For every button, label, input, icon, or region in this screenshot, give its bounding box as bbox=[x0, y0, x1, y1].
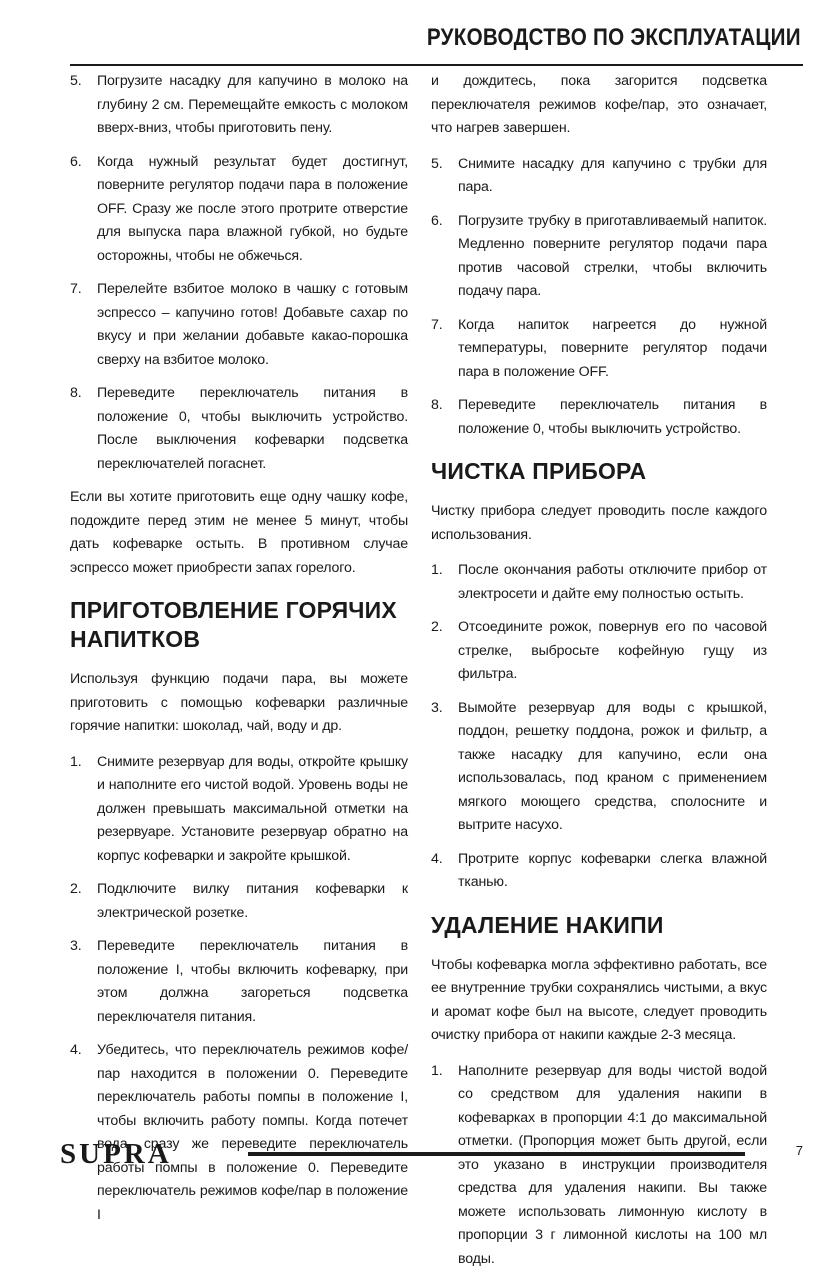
step-number: 1. bbox=[431, 1062, 443, 1079]
list-item bbox=[431, 848, 767, 895]
descaling-intro: Чтобы кофеварка могла эффективно работать, все ее внутренние трубки сохранялись чистыми, а вкус и аромат кофе был на высоте, следует проводить очистку прибора от накипи каждые 2-3 месяца. bbox=[431, 956, 767, 1043]
list-item bbox=[70, 751, 408, 869]
list-item bbox=[431, 559, 767, 606]
right-column bbox=[431, 70, 767, 1281]
list-item bbox=[70, 278, 408, 372]
step-number: 5. bbox=[70, 73, 82, 89]
step-number: 1. bbox=[431, 562, 443, 578]
list-item bbox=[431, 210, 767, 304]
hot-drinks-intro: Используя функцию подачи пара, вы можете приготовить с помощью кофеварки различные горячие напитки: шоколад, чай, воду и др. bbox=[70, 671, 408, 734]
list-item bbox=[431, 1060, 767, 1272]
page-number: 7 bbox=[795, 1143, 803, 1158]
step-text: Отсоедините рожок, повернув его по часовой стрелке, выбросьте кофейную гущу из фильтра. bbox=[458, 619, 767, 682]
step-text: Переведите переключатель питания в положение 0, чтобы выключить устройство. После выключения кофеварки подсветка переключателей погаснет. bbox=[97, 385, 408, 472]
step-number: 2. bbox=[70, 881, 82, 897]
step-number: 7. bbox=[431, 316, 443, 333]
section-heading-hot-drinks: ПРИГОТОВЛЕНИЕ ГОРЯЧИХ НАПИТКОВ bbox=[70, 597, 397, 652]
list-item bbox=[70, 878, 408, 925]
step-number: 6. bbox=[70, 153, 82, 170]
list-item bbox=[431, 697, 767, 838]
list-item bbox=[70, 70, 408, 141]
step-number: 3. bbox=[431, 699, 443, 716]
list-item bbox=[70, 935, 408, 1029]
brand-logo: SUPRA bbox=[60, 1138, 172, 1170]
list-item bbox=[70, 151, 408, 269]
step-number: 4. bbox=[70, 1042, 82, 1058]
continuation-text: и дождитесь, пока загорится подсветка переключателя режимов кофе/пар, это означает, что нагрев завершен. bbox=[431, 73, 767, 136]
cleaning-intro: Чистку прибора следует проводить после каждого использования. bbox=[431, 503, 767, 543]
step-text: Снимите насадку для капучино с трубки для пара. bbox=[458, 155, 767, 195]
step-text: Подключите вилку питания кофеварки к электрической розетке. bbox=[97, 881, 408, 921]
list-item bbox=[431, 616, 767, 687]
step-number: 3. bbox=[70, 938, 82, 954]
step-number: 1. bbox=[70, 753, 82, 770]
right-steps-a bbox=[431, 153, 767, 442]
step-text: Протрите корпус кофеварки слегка влажной тканью. bbox=[458, 850, 767, 890]
descaling-steps bbox=[431, 1060, 767, 1272]
step-number: 8. bbox=[70, 385, 82, 401]
section-heading-descaling: УДАЛЕНИЕ НАКИПИ bbox=[431, 911, 664, 938]
step-text: Когда напиток нагреется до нужной температуры, поверните регулятор подачи пара в положение OFF. bbox=[458, 316, 767, 380]
step-text: Наполните резервуар для воды чистой водой со средством для удаления накипи в кофеварках в пропорции 4:1 до максимальной отметки. (Пропорция может быть другой, если это указано в инструкции производителя средства для удаления накипи. Вы также можете использовать лимонную кислоту в пропорции 3 г лимонной кислоты на 100 мл воды. bbox=[458, 1062, 767, 1267]
footer-divider bbox=[248, 1152, 745, 1156]
step-text: Убедитесь, что переключатель режимов кофе/пар находится в положении 0. Переведите переключатель работы помпы в положение I, чтобы включить работу помпы. Когда потечет вода, сразу же переведите переключатель работы помпы в положение 0. Переведите переключатель режимов кофе/пар в положение I bbox=[97, 1042, 408, 1223]
header-divider bbox=[70, 64, 803, 66]
step-text: Перелейте взбитое молоко в чашку с готовым эспрессо – капучино готов! Добавьте сахар по вкусу и при желании добавьте какао-порошка сверху на взбитое молоко. bbox=[97, 281, 408, 368]
step-text: После окончания работы отключите прибор от электросети и дайте ему полностью остыть. bbox=[458, 562, 767, 602]
step-text: Снимите резервуар для воды, откройте крышку и наполните его чистой водой. Уровень воды не должен превышать максимальной отметки на резервуаре. Установите резервуар обратно на корпус кофеварки и закройте крышкой. bbox=[97, 753, 408, 864]
list-item bbox=[431, 153, 767, 200]
section-heading-cleaning: ЧИСТКА ПРИБОРА bbox=[431, 458, 647, 484]
step-text: Когда нужный результат будет достигнут, поверните регулятор подачи пара в положение OFF. Сразу же после этого протрите отверстие для выпуска пара влажной губкой, но будьте осторожны, чтобы не обжечься. bbox=[97, 153, 408, 264]
step-number: 7. bbox=[70, 281, 82, 297]
step-number: 6. bbox=[431, 212, 443, 229]
step-number: 2. bbox=[431, 619, 443, 635]
list-item bbox=[431, 314, 767, 385]
list-item bbox=[431, 394, 767, 441]
step-number: 4. bbox=[431, 850, 443, 867]
step-number: 8. bbox=[431, 397, 443, 413]
list-item bbox=[70, 382, 408, 476]
step-text: Переведите переключатель питания в положение I, чтобы включить кофеварку, при этом должна загореться подсветка переключателя питания. bbox=[97, 938, 408, 1025]
step-text: Вымойте резервуар для воды с крышкой, поддон, решетку поддона, рожок и фильтр, а также насадку для капучино, если она использовалась, под краном с применением мягкого моющего средства, сполосните и вытрите насухо. bbox=[458, 699, 767, 833]
header-title: РУКОВОДСТВО ПО ЭКСПЛУАТАЦИИ bbox=[427, 24, 801, 51]
left-steps-a bbox=[70, 70, 408, 476]
list-item bbox=[70, 1039, 408, 1227]
step-number: 5. bbox=[431, 155, 443, 172]
cooldown-note: Если вы хотите приготовить еще одну чашку кофе, подождите перед этим не менее 5 минут, чтобы дать кофеварке остыть. В противном случае эспрессо может приобрести запах горелого. bbox=[70, 489, 408, 576]
step-text: Погрузите трубку в приготавливаемый напиток. Медленно поверните регулятор подачи пара против часовой стрелки, чтобы включить подачу пара. bbox=[458, 212, 767, 299]
step-text: Переведите переключатель питания в положение 0, чтобы выключить устройство. bbox=[458, 397, 767, 437]
cleaning-steps bbox=[431, 559, 767, 895]
left-column bbox=[70, 70, 408, 1237]
step-text: Погрузите насадку для капучино в молоко на глубину 2 см. Перемещайте емкость с молоком вверх-вниз, чтобы приготовить пену. bbox=[97, 73, 408, 136]
